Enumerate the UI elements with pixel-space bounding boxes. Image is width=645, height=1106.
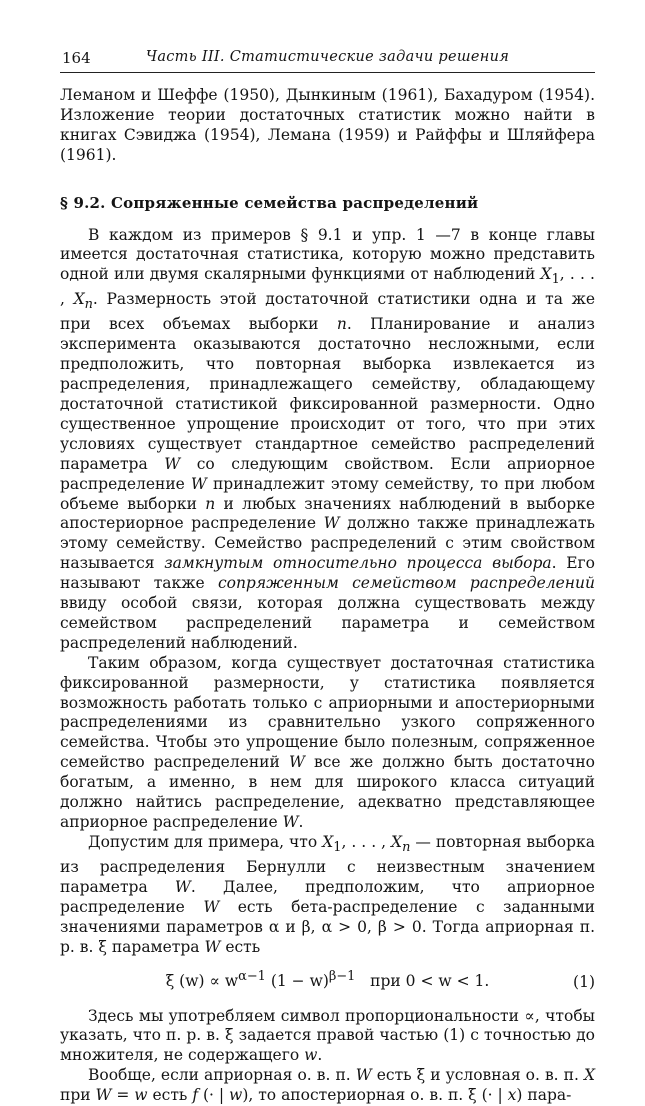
page-body (60, 86, 595, 1106)
page-header (60, 46, 595, 73)
term-closed-under-sampling: замкнутым относительно процесса выбора (164, 554, 552, 573)
paragraph-2: Таким образом, когда существует достаточная статистика фиксированной размерности, у статистика появляется возможность работать только с априорными и апостериорными распределениями из сравнительно узкого сопряженного семейства. Чтобы это упрощение было полезным, сопряженное семейство распределений W все же должно быть достаточно богатым, а именно, в нем для широкого класса ситуаций должно найтись распределение, адекватно представляющее априорное распределение W. (60, 653, 595, 831)
paragraph-5: Вообще, если априорная о. в. п. W есть ξ и условная о. в. п. X при W = w есть f (· | w), то апостериорная о. в. п. ξ (· | x) пара- (60, 1066, 595, 1105)
page-number: 164 (62, 49, 91, 67)
section-heading: § 9.2. Сопряженные семейства распределений (60, 193, 479, 212)
formula-number: (1) (573, 972, 595, 991)
paragraph-4: Здесь мы употребляем символ пропорциональности ∝, чтобы указать, что п. р. в. ξ задается правой частью (1) с точностью до множителя, не содержащего w. (60, 1006, 595, 1065)
continuation-paragraph: Леманом и Шеффе (1950), Дынкиным (1961), Бахадуром (1954). Изложение теории достаточных статистик можно найти в книгах Сэвиджа (1954), Лемана (1959) и Райффы и Шляйфера (1961). (60, 86, 595, 164)
paragraph-3: Допустим для примера, что $X_1$, . . . , $X_n$ — повторная выборка из распределения Бернулли с неизвестным значением параметра W. Далее, предположим, что априорное распределение W есть бета-распределение с заданными значениями параметров α и β, α > 0, β > 0. Тогда априорная п. р. в. ξ параметра W есть (60, 832, 595, 956)
running-head: Часть III. Статистические задачи решения (145, 49, 510, 65)
term-conjugate-family: сопряженным семейством распределений (217, 574, 595, 593)
formula-1 (60, 967, 595, 992)
paragraph-1: В каждом из примеров § 9.1 и упр. 1 —7 в конце главы имеется достаточная статистика, которую можно представить одной или двумя скалярными функциями от наблюдений $X_1$, . . . , $X_n$. Размерность этой достаточной статистики одна и та же при всех объемах выборки n. Планирование и анализ эксперимента оказываются достаточно несложными, если предположить, что повторная выборка извлекается из распределения, принадлежащего семейству, обладающему достаточной статистикой фиксированной размерности. Одно существенное упрощение происходит от того, что при этих условиях существует стандартное семейство распределений параметра W со следующим свойством. Если априорное распределение W принадлежит этому семейству, то при любом объеме выборки n и любых значениях наблюдений в выборке апостериорное распределение W должно также принадлежать этому семейству. Семейство распределений с этим свойством называется замкнутым относительно процесса выбора. Его называют также сопряженным семейством распределений ввиду особой связи, которая должна существовать между семейством распределений параметра и семейством распределений наблюдений. (60, 225, 596, 652)
formula-expression: ξ $(w) \propto w^{\alpha-1}$ $(1 - w)^{\beta-1}$ при 0 < w < 1. (165, 969, 490, 991)
